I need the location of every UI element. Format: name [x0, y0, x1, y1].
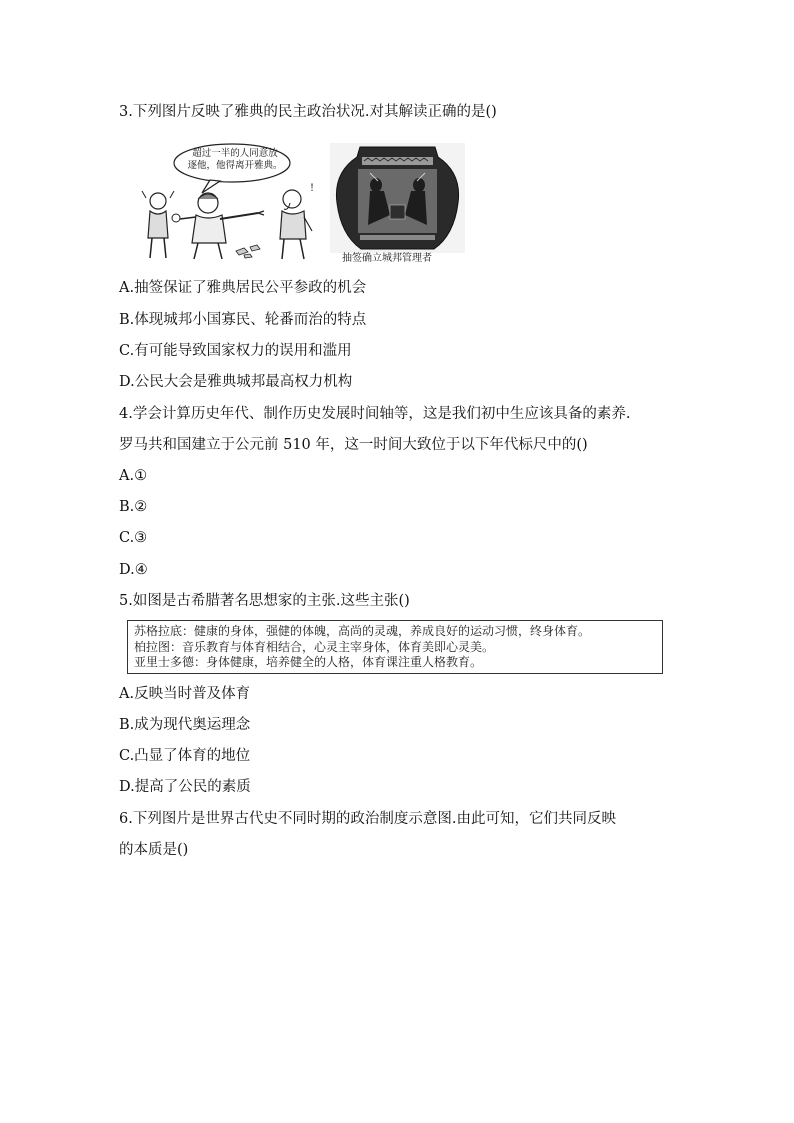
q3-option-a: A.抽签保证了雅典居民公平参政的机会 [119, 280, 367, 296]
vase-caption: 抽签确立城邦管理者 [342, 253, 432, 264]
svg-text:!: ! [310, 183, 315, 194]
speech-bubble-line-2: 逐他，他得离开雅典。 [187, 160, 283, 171]
q6-stem-line-2: 的本质是() [119, 842, 189, 858]
greek-vase-image [330, 143, 465, 266]
q4-option-b: B.② [119, 499, 148, 515]
quote-socrates: 苏格拉底：健康的身体，强健的体魄，高尚的灵魂，养成良好的运动习惯，终身体育。 [134, 624, 591, 638]
q3-option-d: D.公民大会是雅典城邦最高权力机构 [119, 374, 353, 390]
q5-option-b: B.成为现代奥运理念 [119, 717, 251, 733]
q4-option-d: D.④ [119, 562, 148, 578]
quote-plato: 柏拉图：音乐教育与体育相结合，心灵主宰身体，体育美即心灵美。 [134, 639, 495, 654]
quote-aristotle: 亚里士多德：身体健康，培养健全的人格，体育课注重人格教育。 [134, 655, 483, 669]
speech-bubble-line-1: 超过一半的人同意放 [192, 148, 278, 159]
ostracism-cartoon [140, 143, 322, 263]
q3-option-b: B.体现城邦小国寡民、轮番而治的特点 [119, 312, 367, 328]
q5-option-a: A.反映当时普及体育 [119, 686, 251, 702]
q4-stem-line-1: 4.学会计算历史年代、制作历史发展时间轴等，这是我们初中生应该具备的素养. [119, 406, 631, 422]
philosopher-quotes-box [127, 620, 663, 674]
q5-stem: 5.如图是古希腊著名思想家的主张.这些主张() [119, 593, 410, 609]
q5-option-c: C.凸显了体育的地位 [119, 748, 251, 764]
q3-option-c: C.有可能导致国家权力的误用和滥用 [119, 343, 352, 359]
q6-stem-line-1: 6.下列图片是世界古代史不同时期的政治制度示意图.由此可知，它们共同反映 [119, 811, 616, 827]
q4-stem-line-2: 罗马共和国建立于公元前 510 年，这一时间大致位于以下年代标尺中的() [119, 437, 588, 453]
q5-option-d: D.提高了公民的素质 [119, 779, 251, 795]
q4-option-c: C.③ [119, 530, 148, 546]
q3-stem: 3.下列图片反映了雅典的民主政治状况.对其解读正确的是() [119, 104, 497, 120]
q4-option-a: A.① [119, 468, 148, 484]
